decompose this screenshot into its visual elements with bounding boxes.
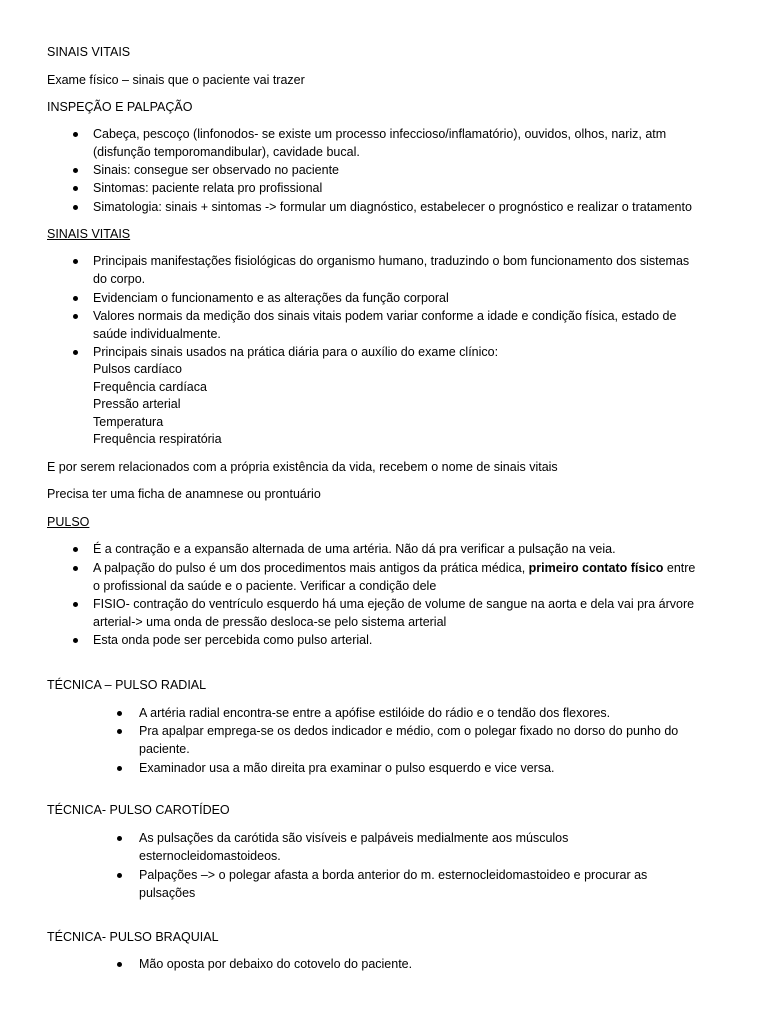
list-item: Simatologia: sinais + sintomas -> formular um diagnóstico, estabelecer o prognóstico e realizar o tratamento bbox=[93, 200, 692, 214]
list-item: Sinais: consegue ser observado no paciente bbox=[93, 163, 339, 177]
list-item: Mão oposta por debaixo do cotovelo do paciente. bbox=[139, 957, 413, 971]
section-title-inspecao: INSPEÇÃO E PALPAÇÃO bbox=[47, 100, 193, 114]
bullet-icon bbox=[73, 350, 78, 355]
vital-sign-pressao: Pressão arterial bbox=[93, 397, 181, 411]
bullet-icon bbox=[73, 296, 78, 301]
list-item: Esta onda pode ser percebida como pulso arterial. bbox=[93, 633, 373, 647]
list-item-continuation: o profissional da saúde e o paciente. Verificar a condição dele bbox=[93, 579, 437, 593]
bullet-icon bbox=[73, 566, 78, 571]
list-item-continuation: saúde individualmente. bbox=[93, 327, 221, 341]
list-item-continuation: arterial-> uma onda de pressão desloca-se pelo sistema arterial bbox=[93, 615, 447, 629]
list-item: Principais manifestações fisiológicas do organismo humano, traduzindo o bom funcionamento dos sistemas bbox=[93, 254, 690, 268]
vital-sign-pulsos: Pulsos cardíaco bbox=[93, 362, 182, 376]
bullet-icon bbox=[73, 638, 78, 643]
list-item: Pra apalpar emprega-se os dedos indicador e médio, com o polegar fixado no dorso do punho do bbox=[139, 724, 679, 738]
list-item: Palpações –> o polegar afasta a borda anterior do m. esternocleidomastoideo e procurar as bbox=[139, 868, 648, 882]
vital-sign-temperatura: Temperatura bbox=[93, 415, 164, 429]
section-title-radial: TÉCNICA – PULSO RADIAL bbox=[47, 678, 207, 692]
document-subtitle: Exame físico – sinais que o paciente vai trazer bbox=[47, 73, 305, 87]
bullet-icon bbox=[73, 186, 78, 191]
bullet-icon bbox=[73, 132, 78, 137]
vital-sign-frequencia-respiratoria: Frequência respiratória bbox=[93, 432, 222, 446]
list-item: Sintomas: paciente relata pro profissional bbox=[93, 181, 323, 195]
paragraph-sinais-vitais: E por serem relacionados com a própria existência da vida, recebem o nome de sinais vitais bbox=[47, 460, 558, 474]
list-item: Principais sinais usados na prática diária para o auxílio do exame clínico: bbox=[93, 345, 499, 359]
bullet-icon bbox=[117, 766, 122, 771]
section-title-carotideo: TÉCNICA- PULSO CAROTÍDEO bbox=[47, 803, 230, 817]
bullet-icon bbox=[117, 711, 122, 716]
bullet-icon bbox=[117, 962, 122, 967]
list-item: Valores normais da medição dos sinais vitais podem variar conforme a idade e condição física, estado de bbox=[93, 309, 677, 323]
list-item-text: A palpação do pulso é um dos procedimentos mais antigos da prática médica, bbox=[93, 561, 529, 575]
bullet-icon bbox=[73, 205, 78, 210]
bullet-icon bbox=[117, 873, 122, 878]
bullet-icon bbox=[73, 314, 78, 319]
list-item: A artéria radial encontra-se entre a apófise estilóide do rádio e o tendão dos flexores. bbox=[139, 706, 611, 720]
list-item: É a contração e a expansão alternada de uma artéria. Não dá pra verificar a pulsação na veia. bbox=[93, 542, 616, 556]
list-item-continuation: esternocleidomastoideos. bbox=[139, 849, 281, 863]
list-item-text: entre bbox=[663, 561, 696, 575]
bullet-icon bbox=[73, 259, 78, 264]
emphasis-text: primeiro contato físico bbox=[528, 561, 664, 575]
bullet-icon bbox=[73, 602, 78, 607]
list-item: Examinador usa a mão direita pra examinar o pulso esquerdo e vice versa. bbox=[139, 761, 555, 775]
list-item-continuation: pulsações bbox=[139, 886, 196, 900]
paragraph-anamnese: Precisa ter uma ficha de anamnese ou prontuário bbox=[47, 487, 321, 501]
section-title-braquial: TÉCNICA- PULSO BRAQUIAL bbox=[47, 930, 219, 944]
list-item-continuation: paciente. bbox=[139, 742, 190, 756]
vital-sign-frequencia-cardiaca: Frequência cardíaca bbox=[93, 380, 207, 394]
list-item-continuation: (disfunção temporomandibular), cavidade bucal. bbox=[93, 145, 360, 159]
list-item bbox=[93, 559, 695, 577]
bullet-icon bbox=[73, 168, 78, 173]
section-title-pulso: PULSO bbox=[47, 515, 90, 529]
document-title: SINAIS VITAIS bbox=[47, 45, 131, 59]
bullet-icon bbox=[73, 547, 78, 552]
section-title-sinais: SINAIS VITAIS bbox=[47, 227, 131, 241]
list-item: Evidenciam o funcionamento e as alterações da função corporal bbox=[93, 291, 449, 305]
list-item: Cabeça, pescoço (linfonodos- se existe um processo infeccioso/inflamatório), ouvidos, olhos, nariz, atm bbox=[93, 127, 667, 141]
list-item-continuation: do corpo. bbox=[93, 272, 146, 286]
list-item: As pulsações da carótida são visíveis e palpáveis medialmente aos músculos bbox=[139, 831, 569, 845]
bullet-icon bbox=[117, 729, 122, 734]
list-item: FISIO- contração do ventrículo esquerdo há uma ejeção de volume de sangue na aorta e dela vai pra árvore bbox=[93, 597, 695, 611]
bullet-icon bbox=[117, 836, 122, 841]
